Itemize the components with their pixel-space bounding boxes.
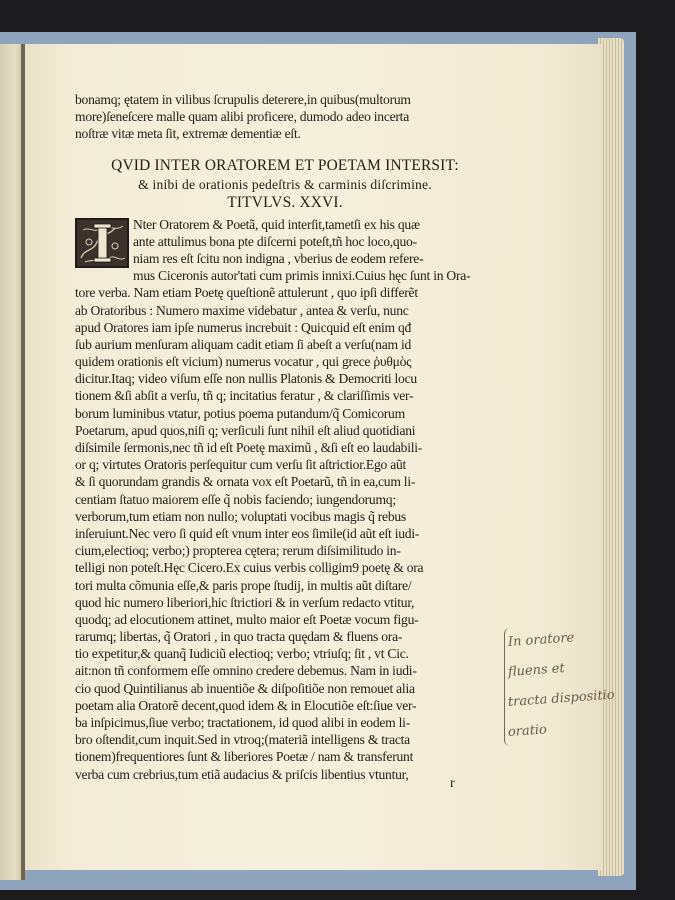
body-line: ait:non tñ conformem eſſe omnino credere debemus. Nam in iudi- <box>75 663 417 679</box>
body-line: Nter Oratorem & Poetã, quid interſit,tametſi ex his quæ <box>133 216 420 232</box>
body-line: mus Ciceronis autor'tati cum primis innixi.Cuius hęc ſunt in Ora- <box>133 268 471 284</box>
handwritten-marginalia <box>508 628 628 748</box>
marginalia-line: fluens et <box>507 661 566 680</box>
chapter-heading: QVID INTER ORATOREM ET POETAM INTERSIT: <box>111 156 459 174</box>
body-line: quodq; ad elocutionem attinet, multo maior eſt Poetæ vocum figu- <box>75 611 419 627</box>
body-line: borum luminibus vtatur, potius poema putandum/q̃ Comicorum <box>75 405 405 421</box>
body-line: apud Oratores iam ipſe numerus increbuit : Quicquid eſt enim qđ <box>75 319 412 335</box>
marginalia-line: tracta dispositio <box>507 687 616 710</box>
body-paragraph <box>75 216 495 783</box>
body-line: telligi non poteſt.Hęc Cicero.Ex cuius verbis colligim9 poetę & ora <box>75 560 424 576</box>
chapter-title-number: TITVLVS. XXVI. <box>227 193 343 211</box>
top-line: noſtræ vitæ meta ſit, extremæ dementiæ eſt. <box>75 126 301 142</box>
body-line: bro oſtendit,cum inquit.Sed in vtroq;(materiã intelligens & tracta <box>75 732 410 748</box>
body-line: tionem)frequentiores ſunt & liberiores Poetæ / nam & transferunt <box>75 749 414 765</box>
top-line: bonamq; ętatem in vilibus ſcrupulis deterere,in quibus(multorum <box>75 92 411 107</box>
signature-mark: r <box>450 776 455 791</box>
body-line: quod hic numero liberiori,hic ſtrictiori & in verſum redacto vtitur, <box>75 594 415 610</box>
body-line: ab Oratoribus : Numero maxime videbatur , antea & verſu, nunc <box>75 302 409 318</box>
marginalia-line: oratio <box>507 722 548 740</box>
body-line: or q; virtutes Oratoris perſequitur cum verſu ſit aſtrictior.Ego aũt <box>75 457 407 473</box>
body-line: niam res eſt ſcitu non indigna , vberius de eodem refere- <box>133 250 424 266</box>
body-line: cio quod Quintilianus ab inuentiõe & diſpoſitiõe non remouet alia <box>75 680 415 696</box>
body-line: verba cum crebrius,tum etiã audacius & priſcis libentius vtuntur, <box>75 766 409 782</box>
body-line: tio expetitur,& quanq̃ Iudiciũ electioq; verbo; vtriuſq; ſit , vt Cic. <box>75 646 409 662</box>
decorated-initial-icon <box>75 218 129 268</box>
body-line: diſsimile ſermonis,nec tñ id eſt Poetę maximũ , &ſi eſt eo laudabili- <box>75 440 423 455</box>
body-line: tionem &ſi abſit a verſu, tñ q; incitatius feratur , & clariſſimis ver- <box>75 388 414 404</box>
chapter-subheading: & inibi de orationis pedeſtris & carminis diſcrimine. <box>138 176 432 192</box>
body-line: verborum,tum etiam non nullo; voluptati vocibus magis q̃ rebus <box>75 508 406 524</box>
body-line: tore verba. Nam etiam Poetę queſtionẽ attulerunt , quo ipſi differẽt <box>75 285 418 301</box>
body-line: ante attulimus bona pte diſcerni poteſt,tñ hoc loco,quo- <box>133 233 417 249</box>
facing-page-edge <box>0 44 23 880</box>
body-line: tori multa cõmunia eſſe,& paris prope ſtudij, in multis aũt diſtare/ <box>75 577 412 593</box>
body-line: dicitur.Itaq; video viſum eſſe non nullis Platonis & Democriti locu <box>75 371 417 387</box>
body-line: ſub aurium menſuram aliquam cadit etiam ſi abeſt a verſu(nam id <box>75 336 412 352</box>
body-line: inſeruiunt.Nec vero ſi quid eſt vnum inter eos ſimile(id aũt eſt iudi- <box>75 525 420 541</box>
body-line: rarumq; libertas, q̃ Oratori , in quo tracta quędam & fluens ora- <box>75 629 403 645</box>
body-line: ba inſpicimus,ſiue verbo; tractationem, id quod alibi in eodem li- <box>75 715 410 730</box>
marginalia-line: In oratore <box>507 630 575 650</box>
body-line: centiam ſtatuo maiorem eſſe q̃ nobis faciendo; iungendorumq; <box>75 491 396 507</box>
body-line: & ſi quorundam grandis & ornata vox eſt Poetarũ, tñ in ea,cum li- <box>75 474 416 490</box>
body-line: poetam alia Oratorẽ decent,quod idem & in Elocutiõe eſt:ſiue ver- <box>75 697 417 713</box>
printed-text-block <box>75 91 495 783</box>
body-line: quidem orationis eſt vicium) numerus vocatur , qui grece ῥυθμὸς <box>75 354 412 370</box>
top-line: more)ſeneſcere malle quam alibi proficere, dumodo adeo incerta <box>75 109 409 125</box>
body-line: cium,electioq; verbo;) propterea cętera; rerum diſsimilitudo in- <box>75 543 401 559</box>
book-gutter <box>21 44 25 880</box>
body-line: Poetarum, apud quos,niſi q; verſiculi ſunt nihil eſt aliud quotidiani <box>75 422 416 438</box>
